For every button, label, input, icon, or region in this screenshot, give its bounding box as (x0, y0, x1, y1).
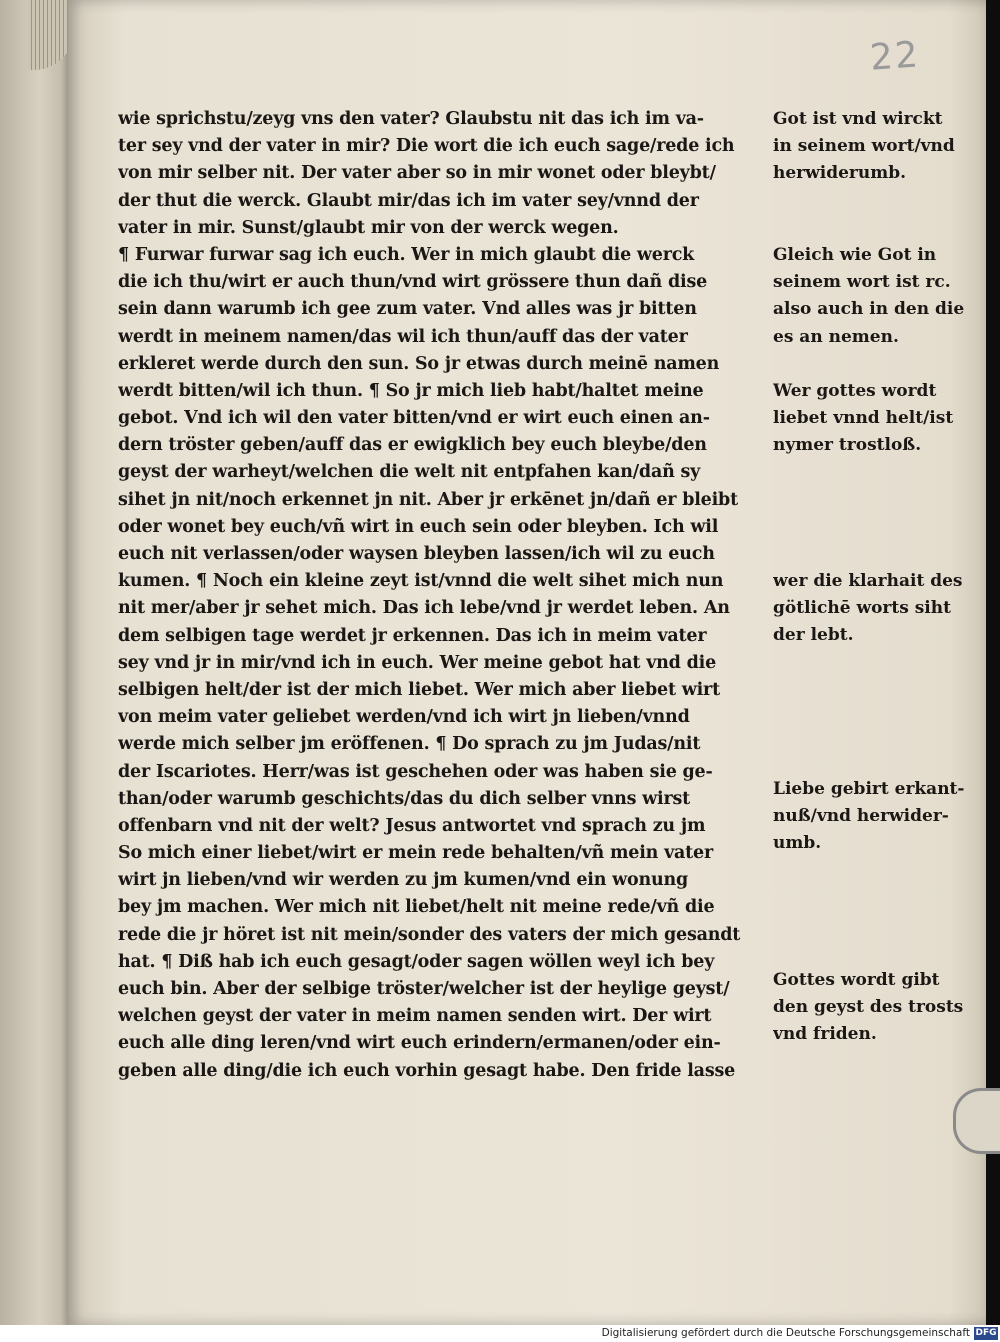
text-line: bey jm machen. Wer mich nit liebet/helt nit meine rede/vñ die (118, 897, 715, 918)
marginal-note-line: herwiderumb. (773, 163, 907, 184)
text-line: gebot. Vnd ich wil den vater bitten/vnd er wirt euch einen an- (118, 408, 710, 429)
dfg-logo: DFG (975, 1328, 997, 1338)
text-line: sein dann warumb ich gee zum vater. Vnd alles was jr bitten (118, 299, 697, 320)
text-line: nit mer/aber jr sehet mich. Das ich lebe/vnd jr werdet leben. An (118, 598, 730, 619)
text-line: ter sey vnd der vater in mir? Die wort die ich euch sage/rede ich (118, 136, 735, 157)
text-line: wirt jn lieben/vnd wir werden zu jm kumen/vnd ein wonung (118, 870, 689, 891)
funding-credit: Digitalisierung gefördert durch die Deutsche Forschungsgemeinschaft (601, 1327, 970, 1339)
text-line: geben alle ding/die ich euch vorhin gesagt habe. Den fride lasse (118, 1060, 736, 1081)
text-line: euch bin. Aber der selbige tröster/welcher ist der heylige geyst/ (118, 979, 730, 999)
book-edge (28, 0, 72, 70)
marginal-note-line: in seinem wort/vnd (773, 136, 955, 157)
text-line: sihet jn nit/noch erkennet jn nit. Aber jr erkēnet jn/dañ er bleibt (118, 489, 738, 510)
text-line: der Iscariotes. Herr/was ist geschehen oder was haben sie ge- (118, 761, 713, 782)
marginal-note-line: den geyst des trosts (773, 997, 964, 1018)
text-line: vater in mir. Sunst/glaubt mir von der werck wegen. (118, 217, 619, 238)
page-clip (953, 1088, 1000, 1154)
text-line: wie sprichstu/zeyg vns den vater? Glaubstu nit das ich im va- (118, 109, 704, 129)
book-page (68, 0, 986, 1325)
text-line: werdt in meinem namen/das wil ich thun/auff das der vater (118, 326, 688, 347)
marginal-note-3 (773, 378, 978, 460)
footer-bar (0, 1325, 1000, 1342)
marginal-note-line: seinem wort ist rc. (773, 272, 951, 293)
marginal-note-line: es an nemen. (773, 326, 899, 347)
text-line: hat. ¶ Diß hab ich euch gesagt/oder sagen wöllen weyl ich bey (118, 951, 715, 972)
text-line: oder wonet bey euch/vñ wirt in euch sein oder bleyben. Ich wil (118, 516, 719, 537)
text-line: euch nit verlassen/oder waysen bleyben lassen/ich wil zu euch (118, 544, 715, 564)
text-line: von mir selber nit. Der vater aber so in mir wonet oder bleybt/ (118, 163, 716, 184)
text-line: euch alle ding leren/vnd wirt euch erindern/ermanen/oder ein- (118, 1033, 721, 1054)
marginal-note-4 (773, 568, 978, 650)
marginal-note-2 (773, 242, 978, 351)
marginal-note-line: götlichē worts siht (773, 598, 951, 619)
text-line: offenbarn vnd nit der welt? Jesus antwortet vnd sprach zu jm (118, 815, 706, 836)
marginal-note-1 (773, 106, 978, 188)
marginal-note-line: Got ist vnd wirckt (773, 109, 943, 129)
marginal-note-line: also auch in den die (773, 299, 965, 320)
body-text (118, 106, 758, 1085)
marginal-note-line: vnd friden. (773, 1024, 877, 1045)
marginal-note-line: nuß/vnd herwider- (773, 806, 949, 827)
marginal-note-line: wer die klarhait des (773, 571, 963, 591)
marginal-note-6 (773, 967, 978, 1049)
text-line: So mich einer liebet/wirt er mein rede behalten/vñ mein vater (118, 843, 714, 864)
text-line: die ich thu/wirt er auch thun/vnd wirt grössere thun dañ dise (118, 272, 708, 293)
text-line: der thut die werck. Glaubt mir/das ich im vater sey/vnnd der (118, 190, 699, 211)
text-line: erkleret werde durch den sun. So jr etwas durch meinē namen (118, 353, 720, 374)
marginal-note-line: umb. (773, 833, 822, 854)
text-line: dem selbigen tage werdet jr erkennen. Das ich in meim vater (118, 625, 707, 646)
marginal-note-line: der lebt. (773, 625, 854, 646)
text-line: selbigen helt/der ist der mich liebet. Wer mich aber liebet wirt (118, 679, 720, 700)
text-line: geyst der warheyt/welchen die welt nit entpfahen kan/dañ sy (118, 462, 701, 483)
text-line: von meim vater geliebet werden/vnd ich wirt jn lieben/vnnd (118, 707, 690, 728)
marginal-note-line: Liebe gebirt erkant- (773, 779, 965, 799)
text-line: kumen. ¶ Noch ein kleine zeyt ist/vnnd die welt sihet mich nun (118, 571, 724, 592)
marginal-note-line: nymer trostloß. (773, 435, 922, 456)
marginal-note-5 (773, 776, 978, 858)
text-line: werdt bitten/wil ich thun. ¶ So jr mich lieb habt/haltet meine (118, 380, 704, 401)
text-line: rede die jr höret ist nit mein/sonder des vaters der mich gesandt (118, 924, 741, 945)
marginal-note-line: Gleich wie Got in (773, 245, 937, 265)
marginal-note-line: liebet vnnd helt/ist (773, 408, 954, 429)
previous-page-edge (0, 0, 72, 1325)
text-line: sey vnd jr in mir/vnd ich in euch. Wer meine gebot hat vnd die (118, 652, 717, 673)
text-line: dern tröster geben/auff das er ewigklich bey euch bleybe/den (118, 435, 707, 456)
text-line: werde mich selber jm eröffenen. ¶ Do sprach zu jm Judas/nit (118, 734, 701, 755)
page-number: 22 (868, 34, 922, 79)
text-line: welchen geyst der vater in meim namen senden wirt. Der wirt (118, 1006, 712, 1027)
marginal-note-line: Wer gottes wordt (773, 381, 937, 401)
text-line: ¶ Furwar furwar sag ich euch. Wer in mich glaubt die werck (118, 244, 695, 265)
marginal-note-line: Gottes wordt gibt (773, 970, 940, 990)
text-line: than/oder warumb geschichts/das du dich selber vnns wirst (118, 788, 691, 809)
